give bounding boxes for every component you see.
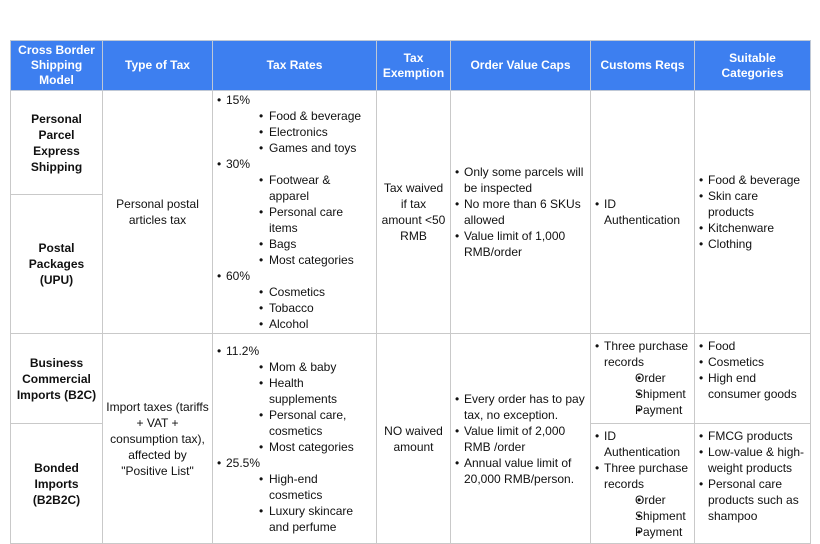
tax-rates-business (213, 334, 377, 544)
list-item: • Most categories (226, 439, 373, 455)
header-suitable-categories: Suitable Categories (695, 41, 811, 91)
list-item: • High-end cosmetics (226, 471, 373, 503)
list-item: • Value limit of 1,000 RMB/order (454, 228, 587, 260)
customs-records (604, 370, 691, 418)
table-row-personal-parcel (11, 91, 811, 195)
list-item: • Shipment (604, 386, 691, 402)
list-item: • Only some parcels will be inspected (454, 164, 587, 196)
rate-items (226, 359, 373, 455)
list-item: • Alcohol (226, 316, 373, 332)
list-item: • Most categories (226, 252, 373, 268)
rate-items (226, 284, 373, 332)
tax-comparison-table (10, 40, 811, 544)
header-order-value-caps: Order Value Caps (451, 41, 591, 91)
list-item (594, 338, 691, 418)
list-item: • Mom & baby (226, 359, 373, 375)
customs-personal (591, 91, 695, 334)
header-tax-rates: Tax Rates (213, 41, 377, 91)
list-item: • Footwear & apparel (226, 172, 373, 204)
tax-exemption-business: NO waived amount (377, 334, 451, 544)
rate-items (226, 471, 373, 535)
categories-bonded (695, 424, 811, 544)
list-item: • Tobacco (226, 300, 373, 316)
customs-records (604, 492, 691, 540)
categories-list-personal (698, 172, 807, 252)
rate-group (216, 92, 373, 156)
header-model: Cross Border Shipping Model (11, 41, 103, 91)
list-item: • Shipment (604, 508, 691, 524)
table-row-b2c (11, 334, 811, 424)
list-item: • Low-value & high-weight products (698, 444, 807, 476)
list-item: • Payment (604, 402, 691, 418)
rates-list-business (216, 343, 373, 535)
tax-type-personal: Personal postal articles tax (103, 91, 213, 334)
customs-label: Three purchase records (604, 461, 689, 491)
categories-b2c (695, 334, 811, 424)
list-item: • Value limit of 2,000 RMB /order (454, 423, 587, 455)
rates-list-personal (216, 92, 373, 332)
tax-exemption-personal: Tax waived if tax amount <50 RMB (377, 91, 451, 334)
list-item: • High end consumer goods (698, 370, 807, 402)
customs-list-bonded (594, 428, 691, 540)
customs-list-personal (594, 196, 691, 228)
list-item: • Food & beverage (698, 172, 807, 188)
order-caps-business (451, 334, 591, 544)
list-item: • No more than 6 SKUs allowed (454, 196, 587, 228)
list-item: • Personal care, cosmetics (226, 407, 373, 439)
list-item: • FMCG products (698, 428, 807, 444)
customs-b2c (591, 334, 695, 424)
model-b2c: Business Commercial Imports (B2C) (11, 334, 103, 424)
header-tax-exemption: Tax Exemption (377, 41, 451, 91)
list-item: • Order (604, 370, 691, 386)
rate-group (216, 268, 373, 332)
tax-rates-personal (213, 91, 377, 334)
header-tax-type: Type of Tax (103, 41, 213, 91)
customs-label: Three purchase records (604, 339, 689, 369)
rate-group (216, 343, 373, 455)
list-item: • Cosmetics (698, 354, 807, 370)
customs-bonded (591, 424, 695, 544)
tax-type-business: Import taxes (tariffs + VAT + consumption tax), affected by "Positive List" (103, 334, 213, 544)
list-item: • Bags (226, 236, 373, 252)
list-item: • Electronics (226, 124, 373, 140)
rate-group (216, 455, 373, 535)
header-row (11, 41, 811, 91)
list-item: • Every order has to pay tax, no exception. (454, 391, 587, 423)
list-item: • Games and toys (226, 140, 373, 156)
model-personal-parcel: Personal Parcel Express Shipping (11, 91, 103, 195)
model-bonded: Bonded Imports (B2B2C) (11, 424, 103, 544)
list-item: • Personal care products such as shampoo (698, 476, 807, 524)
rate-label: 11.2% (226, 343, 260, 358)
list-item: • Food & beverage (226, 108, 373, 124)
list-item: • ID Authentication (594, 428, 691, 460)
rate-label: 25.5% (226, 455, 261, 470)
header-customs-reqs: Customs Reqs (591, 41, 695, 91)
caps-list-personal (454, 164, 587, 260)
order-caps-personal (451, 91, 591, 334)
list-item: • Health supplements (226, 375, 373, 407)
list-item (594, 460, 691, 540)
list-item: • Clothing (698, 236, 807, 252)
rate-items (226, 172, 373, 268)
categories-personal (695, 91, 811, 334)
list-item: • Payment (604, 524, 691, 540)
rate-group (216, 156, 373, 268)
rate-label: 60% (226, 269, 251, 283)
model-postal: Postal Packages (UPU) (11, 195, 103, 334)
list-item: • Food (698, 338, 807, 354)
list-item: • Personal care items (226, 204, 373, 236)
categories-list-b2c (698, 338, 807, 402)
list-item: • ID Authentication (594, 196, 691, 228)
list-item: • Luxury skincare and perfume (226, 503, 373, 535)
categories-list-bonded (698, 428, 807, 524)
rate-items (226, 108, 373, 156)
list-item: • Annual value limit of 20,000 RMB/person. (454, 455, 587, 487)
rate-label: 15% (226, 93, 251, 107)
rate-label: 30% (226, 157, 251, 171)
list-item: • Kitchenware (698, 220, 807, 236)
customs-list-b2c (594, 338, 691, 418)
list-item: • Cosmetics (226, 284, 373, 300)
list-item: • Skin care products (698, 188, 807, 220)
caps-list-business (454, 391, 587, 487)
list-item: • Order (604, 492, 691, 508)
